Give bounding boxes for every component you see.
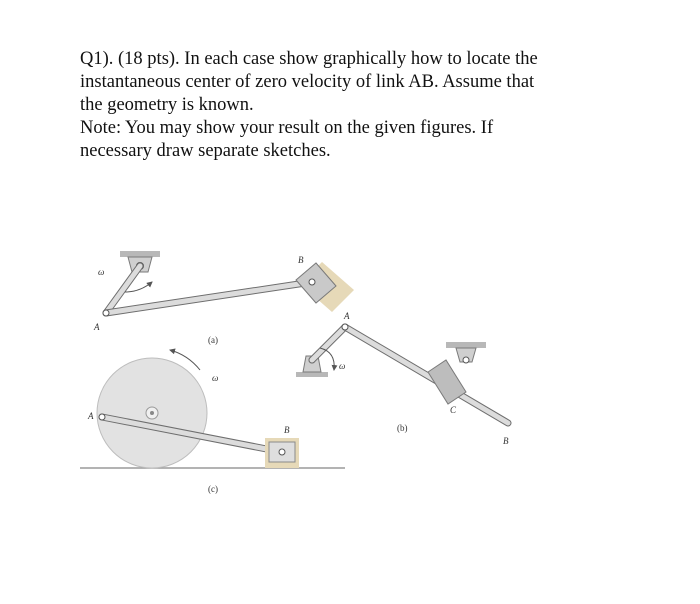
figure-b-omega-label: ω (339, 361, 346, 371)
figure-b-collar (428, 342, 486, 404)
figure-a-link-ab (103, 282, 312, 316)
figure-b-point-c: C (450, 405, 457, 415)
figure-b-point-b: B (503, 436, 509, 446)
figure-a-point-b: B (298, 255, 304, 265)
figure-a-caption: (a) (208, 335, 218, 345)
question-line-4: Note: You may show your result on the given figures. If (80, 118, 494, 138)
question-line-5: necessary draw separate sketches. (80, 141, 331, 161)
figure-b (296, 311, 509, 446)
figure-a-slider (296, 262, 354, 312)
figure-c-caption: (c) (208, 484, 218, 494)
figure-b-caption: (b) (397, 423, 408, 433)
figure-a-omega-label: ω (98, 267, 105, 277)
figure-c-point-a: A (88, 411, 94, 421)
figure-c-omega-label: ω (212, 373, 219, 383)
figure-c-point-b: B (284, 425, 290, 435)
question-line-1: Q1). (18 pts). In each case show graphically how to locate the (80, 49, 538, 69)
figure-b-link-ab (342, 324, 508, 423)
question-line-3: the geometry is known. (80, 95, 254, 115)
figure-c-disk (97, 358, 207, 468)
figure-a (93, 251, 354, 345)
figure-a-point-a: A (94, 322, 100, 332)
figure-b-point-a: A (344, 311, 350, 321)
figure-b-crank (312, 327, 345, 360)
figure-c-slider (265, 438, 299, 468)
question-line-2: instantaneous center of zero velocity of link AB. Assume that (80, 72, 535, 92)
